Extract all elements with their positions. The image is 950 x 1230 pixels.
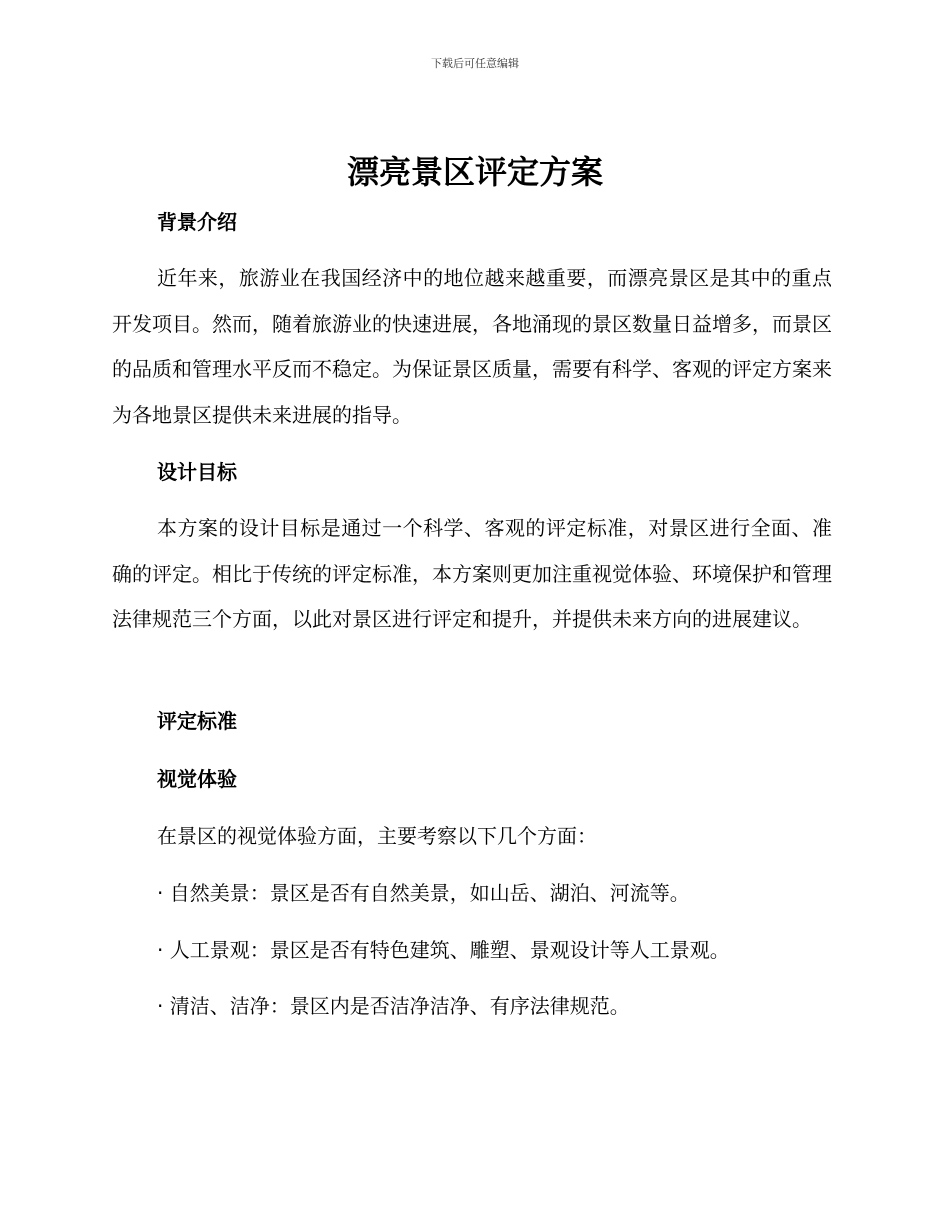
page-header-note: 下载后可任意编辑 — [431, 57, 519, 70]
list-item: · 清洁、洁净：景区内是否洁净洁净、有序法律规范。 — [157, 994, 630, 1018]
list-item: · 人工景观：景区是否有特色建筑、雕塑、景观设计等人工景观。 — [157, 938, 730, 962]
paragraph-goal: 本方案的设计目标是通过一个科学、客观的评定标准，对景区进行全面、准确的评定。相比于传统的评定标准，本方案则更加注重视觉体验、环境保护和管理法律规范三个方面，以此对景区进行评定和提升，并提供未来方向的进展建议。 — [112, 516, 832, 631]
section-heading-background: 背景介绍 — [157, 210, 237, 234]
list-item: · 自然美景：景区是否有自然美景，如山岳、湖泊、河流等。 — [157, 881, 690, 905]
document-title: 漂亮景区评定方案 — [346, 153, 603, 191]
section-heading-goal: 设计目标 — [157, 460, 237, 484]
paragraph-background: 近年来，旅游业在我国经济中的地位越来越重要，而漂亮景区是其中的重点开发项目。然而，随着旅游业的快速进展，各地涌现的景区数量日益增多，而景区的品质和管理水平反而不稳定。为保证景区质量，需要有科学、客观的评定方案来为各地景区提供未来进展的指导。 — [112, 266, 832, 427]
section-heading-visual: 视觉体验 — [157, 767, 237, 791]
visual-intro-text: 在景区的视觉体验方面，主要考察以下几个方面： — [157, 824, 597, 848]
section-heading-criteria: 评定标准 — [157, 709, 237, 733]
